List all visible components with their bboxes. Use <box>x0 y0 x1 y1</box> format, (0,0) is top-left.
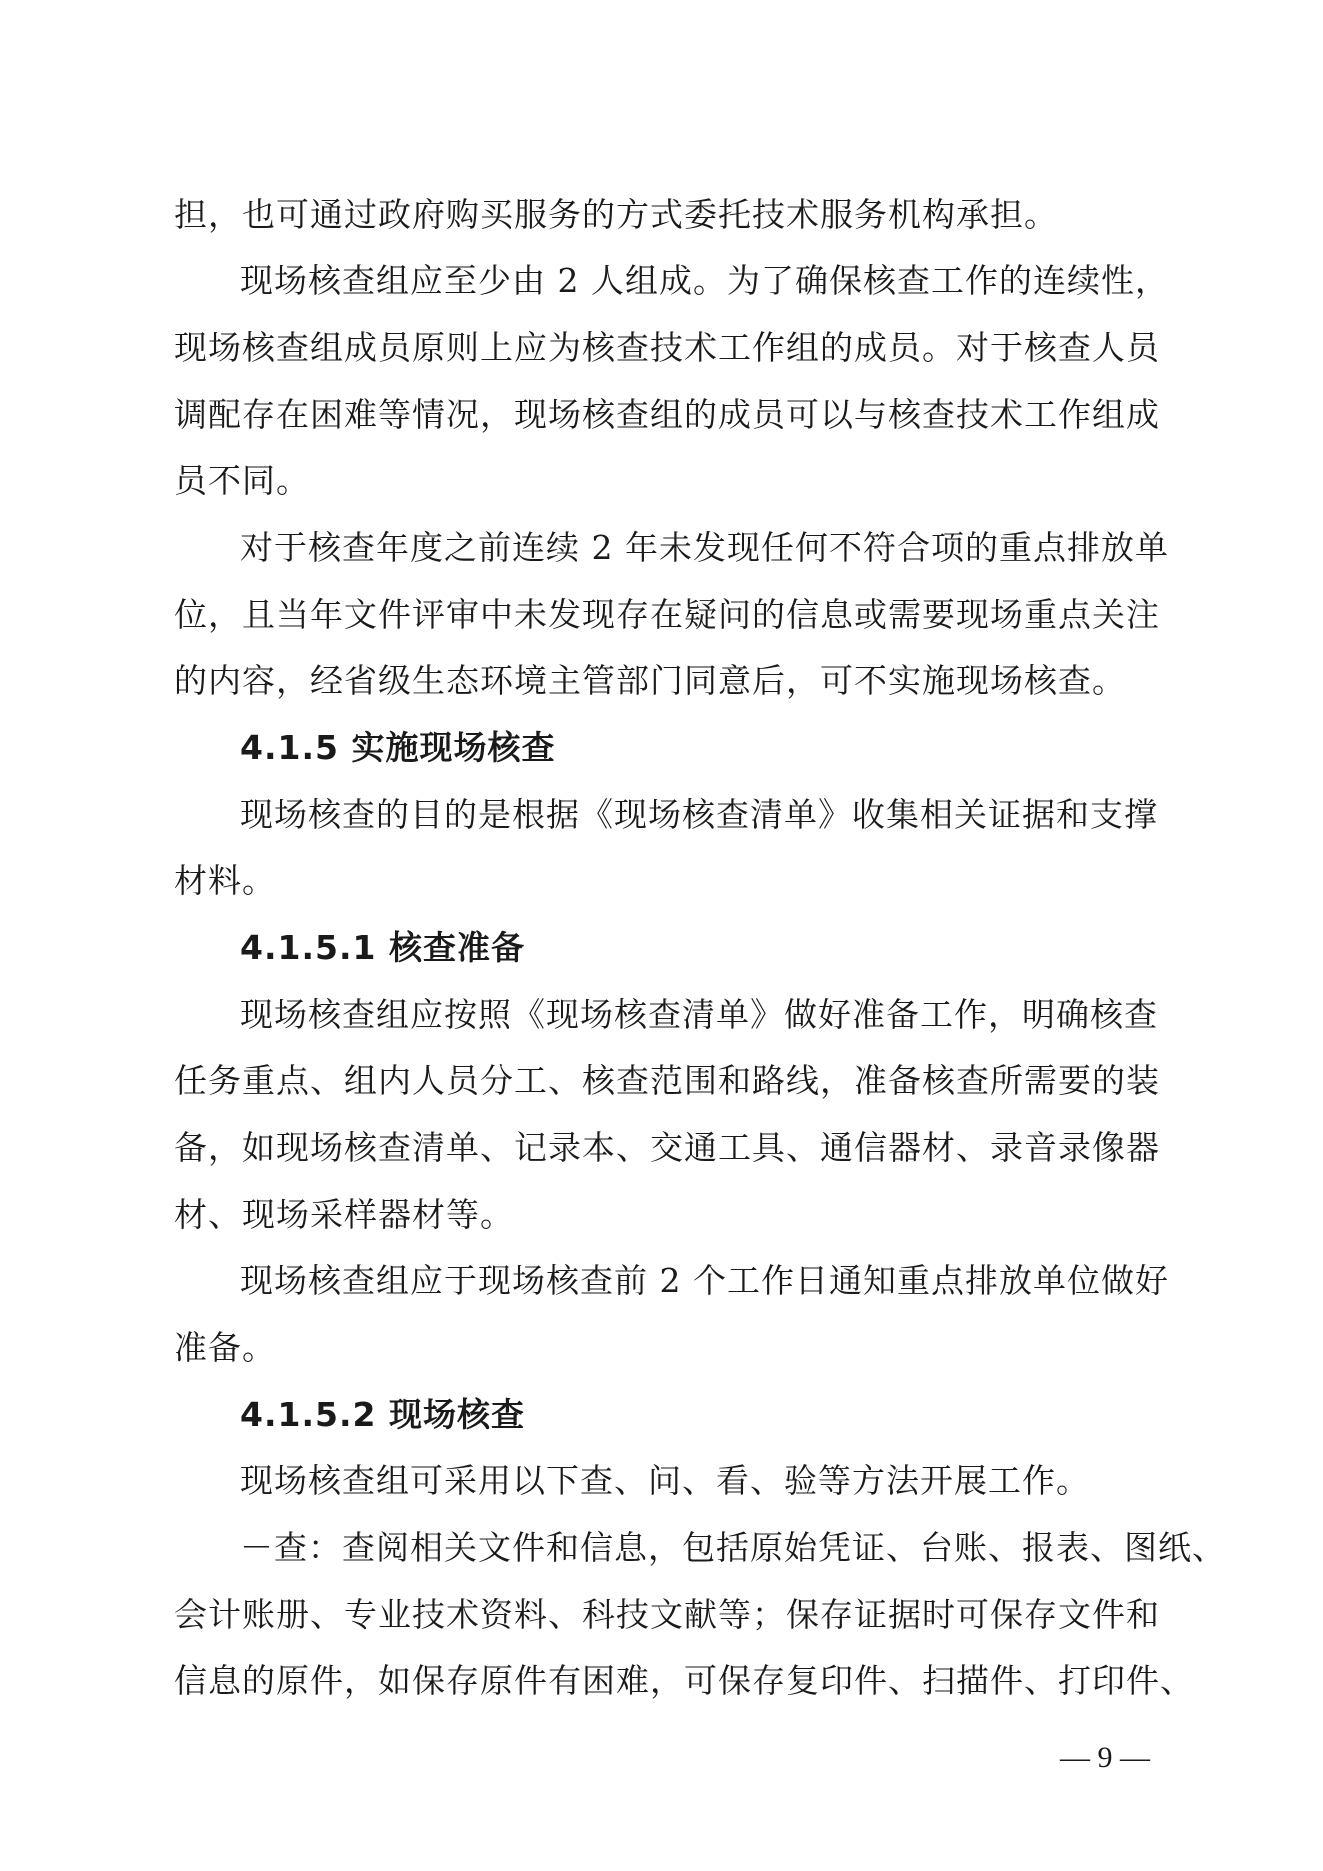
text-line: 现场核查组应于现场核查前 2 个工作日通知重点排放单位做好 <box>240 1261 1169 1300</box>
text-line: 员不同。 <box>174 461 310 500</box>
text-line: 位，且当年文件评审中未发现存在疑问的信息或需要现场重点关注 <box>174 595 1160 634</box>
text-line: 现场核查组应按照《现场核查清单》做好准备工作，明确核查 <box>240 995 1158 1034</box>
text-line: 现场核查组可采用以下查、问、看、验等方法开展工作。 <box>240 1461 1090 1500</box>
text-line: 现场核查组应至少由 2 人组成。为了确保核查工作的连续性， <box>240 261 1169 300</box>
section-heading: 4.1.5 实施现场核查 <box>240 728 556 767</box>
text-line: 现场核查组成员原则上应为核查技术工作组的成员。对于核查人员 <box>174 328 1160 367</box>
page-number: — 9 — <box>1060 1741 1150 1774</box>
text-line: 材、现场采样器材等。 <box>174 1195 514 1234</box>
text-line: －查：查阅相关文件和信息，包括原始凭证、台账、报表、图纸、 <box>240 1528 1226 1567</box>
text-line: 现场核查的目的是根据《现场核查清单》收集相关证据和支撑 <box>240 795 1158 834</box>
text-line: 任务重点、组内人员分工、核查范围和路线，准备核查所需要的装 <box>174 1061 1160 1100</box>
text-line: 材料。 <box>174 861 276 900</box>
text-line: 信息的原件，如保存原件有困难，可保存复印件、扫描件、打印件、 <box>174 1661 1194 1700</box>
text-line: 担，也可通过政府购买服务的方式委托技术服务机构承担。 <box>174 195 1058 234</box>
text-line: 备，如现场核查清单、记录本、交通工具、通信器材、录音录像器 <box>174 1128 1160 1167</box>
text-line: 调配存在困难等情况，现场核查组的成员可以与核查技术工作组成 <box>174 395 1160 434</box>
section-heading: 4.1.5.1 核查准备 <box>240 928 525 967</box>
text-line: 对于核查年度之前连续 2 年未发现任何不符合项的重点排放单 <box>240 528 1169 567</box>
text-line: 准备。 <box>174 1328 276 1367</box>
section-heading: 4.1.5.2 现场核查 <box>240 1395 525 1434</box>
text-line: 的内容，经省级生态环境主管部门同意后，可不实施现场核查。 <box>174 661 1126 700</box>
text-line: 会计账册、专业技术资料、科技文献等；保存证据时可保存文件和 <box>174 1595 1160 1634</box>
